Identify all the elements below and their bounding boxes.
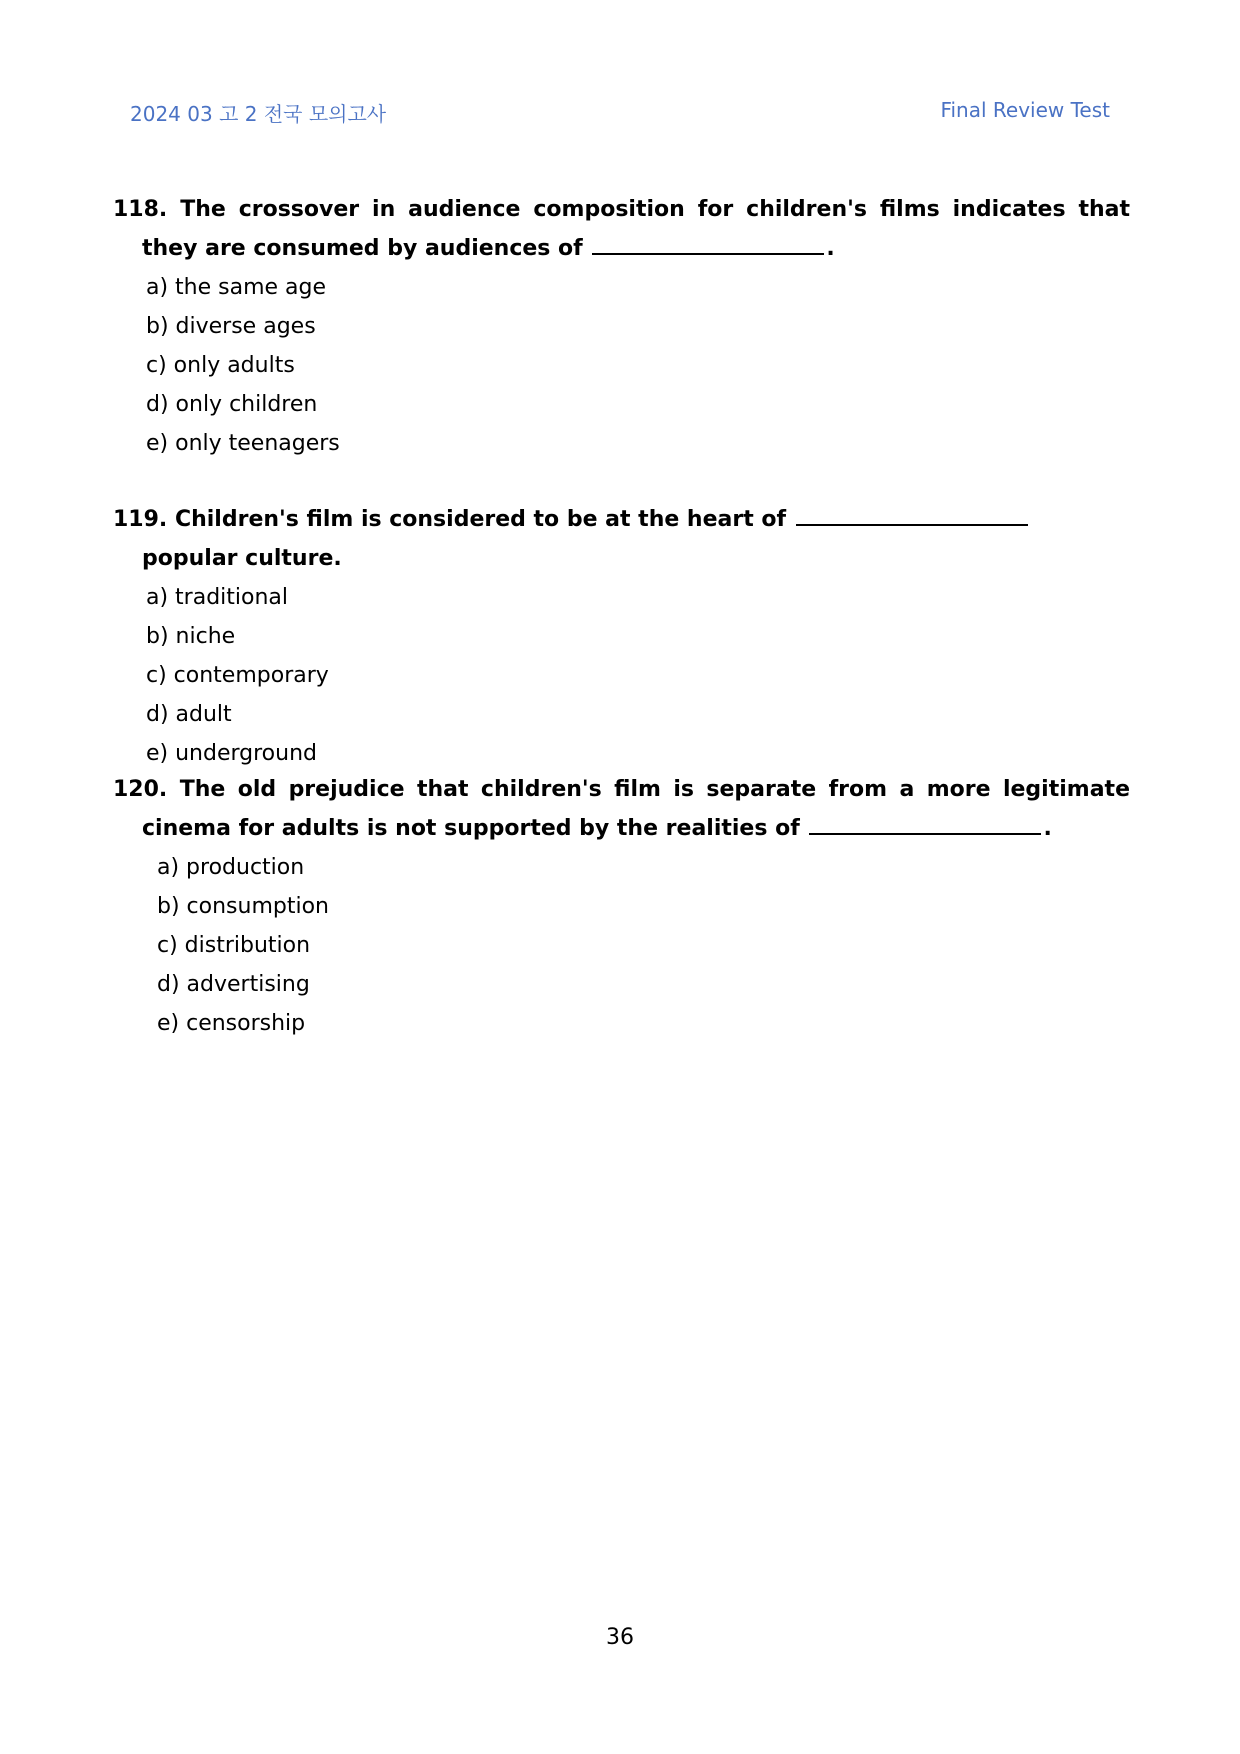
choice-b: b) consumption xyxy=(157,894,329,919)
choice-a: a) production xyxy=(157,855,305,880)
question-text-end: . xyxy=(1043,816,1052,841)
page-number: 36 xyxy=(606,1625,634,1650)
choice-c: c) contemporary xyxy=(146,663,329,688)
choice-d: d) only children xyxy=(146,392,318,417)
choice-list xyxy=(113,268,1130,463)
question-text: The crossover in audience composition for children's films indicates that they are consumed by audiences of xyxy=(142,197,1130,261)
choice-d: d) advertising xyxy=(157,972,310,997)
question-stem xyxy=(113,500,1130,578)
choice-a: a) the same age xyxy=(146,275,327,300)
question-text-end: . xyxy=(826,236,835,261)
choice-e: e) censorship xyxy=(157,1011,306,1036)
answer-blank xyxy=(796,504,1028,526)
answer-blank xyxy=(592,233,824,255)
test-name: Final Review Test xyxy=(940,98,1110,122)
choice-c: c) distribution xyxy=(157,933,311,958)
choice-list xyxy=(113,848,1130,1043)
choice-b: b) niche xyxy=(146,624,236,649)
choice-d: d) adult xyxy=(146,702,232,727)
exam-title: 2024 03 고 2 전국 모의고사 xyxy=(130,102,387,126)
choice-e: e) only teenagers xyxy=(146,431,340,456)
choice-e: e) underground xyxy=(146,741,317,766)
choice-c: c) only adults xyxy=(146,353,295,378)
page-header xyxy=(130,98,1110,128)
question-text: Children's film is considered to be at the heart of xyxy=(174,507,787,532)
question-119 xyxy=(113,500,1130,773)
question-stem xyxy=(113,190,1130,268)
question-text: The old prejudice that children's film is separate from a more legitimate cinema for adults is not supported by the realities of xyxy=(142,777,1130,841)
question-120 xyxy=(113,770,1130,1043)
choice-list xyxy=(113,578,1130,773)
question-number: 119. xyxy=(113,507,168,532)
question-number: 118. xyxy=(113,197,168,222)
question-118 xyxy=(113,190,1130,463)
answer-blank xyxy=(809,813,1041,835)
choice-b: b) diverse ages xyxy=(146,314,316,339)
question-number: 120. xyxy=(113,777,168,802)
question-stem xyxy=(113,770,1130,848)
choice-a: a) traditional xyxy=(146,585,289,610)
question-text-end: popular culture. xyxy=(142,546,342,571)
